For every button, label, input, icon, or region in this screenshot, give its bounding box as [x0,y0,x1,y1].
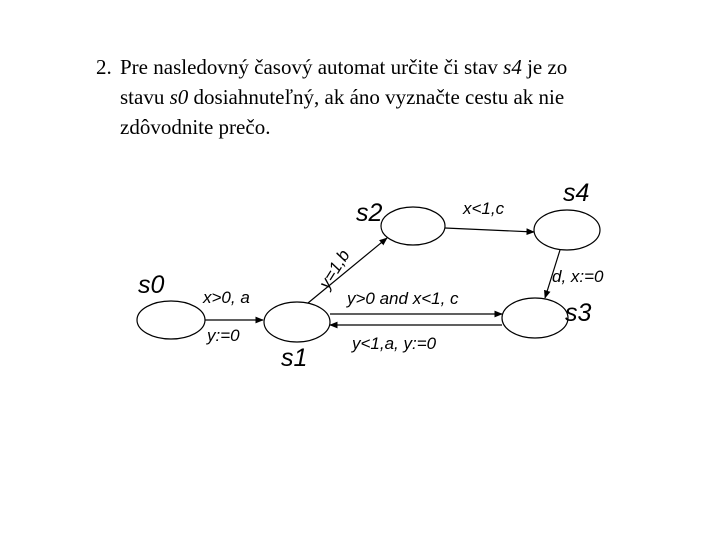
edge-label-s3-s1: y<1,a, y:=0 [352,334,437,353]
edge-label-s1-s3: y>0 and x<1, c [347,289,459,308]
target-state-ref: s4 [503,55,522,79]
state-label-s0: s0 [138,271,165,299]
state-s4 [534,210,600,250]
task-line2-post: dosiahnuteľný, ak áno vyznačte cestu ak nie [193,85,565,109]
state-s1 [264,302,330,342]
task-number: 2. [96,55,112,79]
edge-s2-s4 [445,228,534,232]
task-line1-post: je zo [527,55,568,79]
state-s2 [381,207,445,245]
state-label-s3: s3 [565,299,592,327]
state-label-s1: s1 [281,344,308,372]
task-line3: zdôvodnite prečo. [120,115,271,139]
edge-label-s0-s1-reset: y:=0 [207,326,240,345]
state-s3 [502,298,568,338]
source-state-ref: s0 [169,85,189,109]
edge-label-s1-s2: y=1,b [315,246,354,293]
edge-label-s4-s3: d, x:=0 [552,267,604,286]
state-s0 [137,301,205,339]
state-label-s2: s2 [356,199,383,227]
edge-label-s0-s1-guard: x>0, a [203,288,250,307]
task-line2-pre: stavu [120,85,165,109]
state-label-s4: s4 [563,179,590,207]
task-line1-pre: Pre nasledovný časový automat určite či stav [120,55,498,79]
edge-label-s2-s4: x<1,c [463,199,505,218]
